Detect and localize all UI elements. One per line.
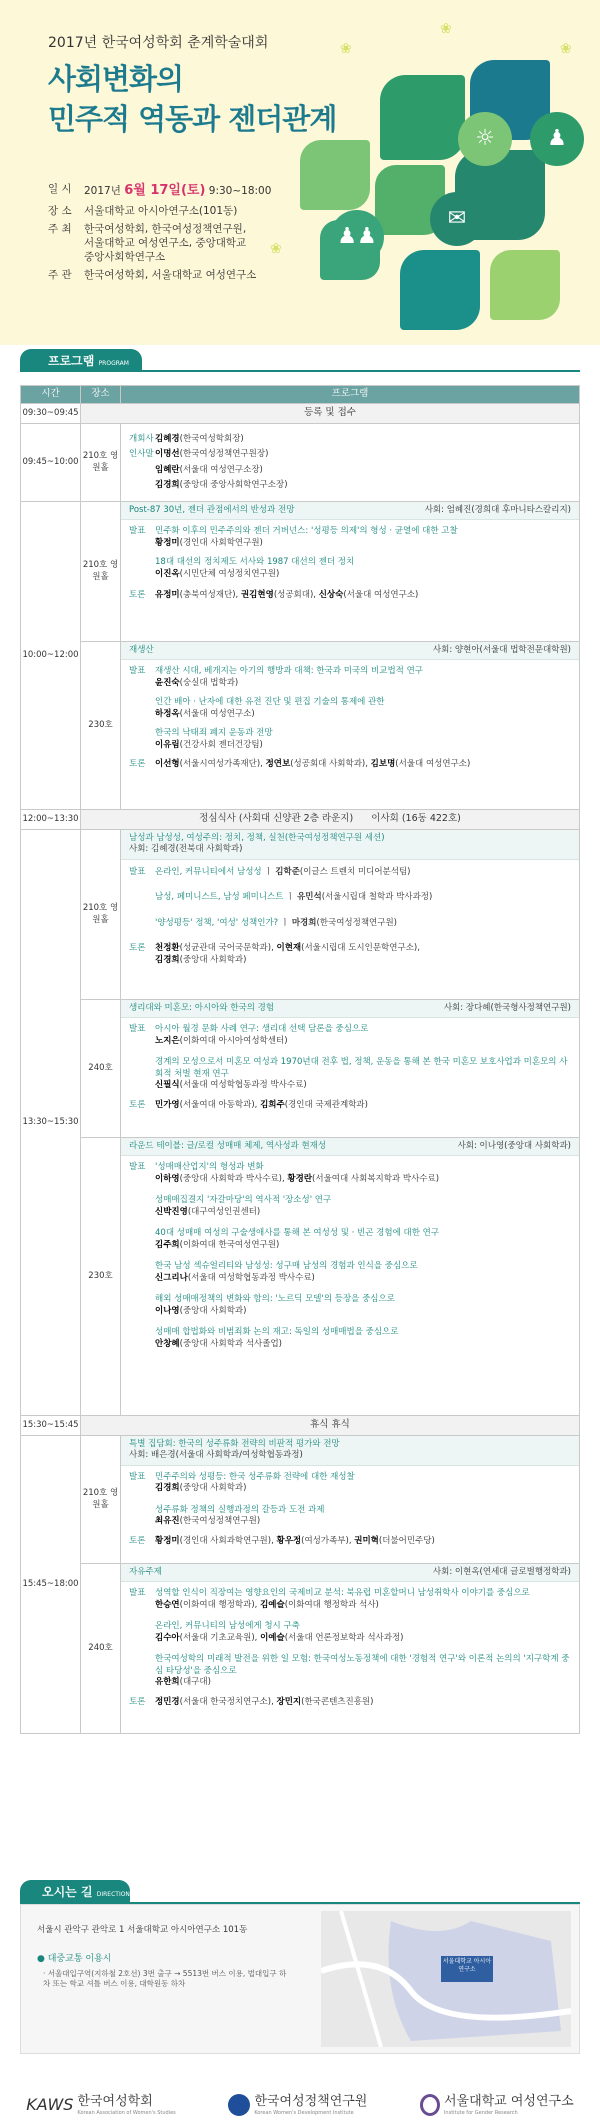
row-room: 230호 [81,642,121,810]
table-row [21,810,580,830]
table-row [21,1564,580,1734]
address-text: 서울시 관악구 관악로 1 서울대학교 아시아연구소 101동 [37,1925,248,1935]
list-item: 발표 '성매매산업지'의 형성과 변화 이하영(중앙대 사회학과 박사수료), 황경란(서울여대 사회복지학과 박사수료) [129,1162,440,1184]
row-text: 정심식사 (사회대 신양관 2층 라운지) 이사회 (16동 422호) [81,810,580,830]
col-program: 프로그램 [121,386,580,404]
table-row [21,1000,580,1138]
divider [20,370,580,372]
butterfly-icon: ❀ [270,241,282,257]
session-title: 특별 집담회: 한국의 성주류화 전략의 비판적 평가와 전망 사회: 배은경(서울대 사회학과/여성학협동과정) [121,1436,579,1466]
list-item: '양성평등' 정책, '여성' 성책인가? ㅣ 마경희(한국여성정책연구원) [155,917,398,928]
table-row [21,1416,580,1436]
list-item: 성매매집결지 '자갈마당'의 역사적 '장소성' 연구 신박진영(대구여성인권센터) [155,1195,332,1217]
list-item: 성주류화 정책의 실행과정의 갈등과 도전 과제 최유진(한국여성정책연구원) [155,1504,325,1527]
event-subtitle: 2017년 한국여성학회 춘계학술대회 [48,35,269,51]
butterfly-icon: ❀ [440,21,452,37]
chat-icon: ✉ [430,192,484,246]
list-item: 인간 배아 · 난자에 대한 유전 진단 및 편집 기술의 통제에 관한 하정옥(서울대 여성연구소) [155,697,385,719]
header-banner [0,0,600,345]
table-row [21,1436,580,1564]
kaws-logo-icon: KAWS [26,2095,74,2115]
transit-title: ● 대중교통 이용시 [37,1954,112,1964]
session-title: 자유주제 사회: 이현옥(연세대 글로벌행정학과) [121,1564,579,1582]
row-time: 10:00~12:00 [21,502,81,810]
list-item: 40대 성매매 여성의 구술생애사를 통해 본 여성성 및 · 빈곤 경험에 대한 연구 김주희(이화여대 한국여성연구원) [155,1228,440,1250]
list-item: 토론 이선형(서울시여성가족재단), 정연보(성공회대 사회학과), 김보명(서울대 여성연구소) [129,759,471,770]
info-value: 한국여성학회, 서울대학교 여성연구소 [84,269,257,282]
info-venue [48,204,271,218]
col-room: 장소 [81,386,121,404]
row-room: 240호 [81,1564,121,1734]
campus-map[interactable] [321,1911,571,2047]
list-item: 한국의 낙태죄 폐지 운동과 전망 이유림(건강사회 젠더건강팀) [155,728,273,750]
list-item: 토론 민가영(서울여대 아동학과), 김희주(경인대 국제관계학과) [129,1099,368,1110]
decor-shape [400,250,480,330]
row-time: 09:30~09:45 [21,404,81,424]
list-item: 한국 남성 섹슈얼리티와 남성성: 성구매 남성의 경험과 인식을 중심으로 신그리나(서울대 여성학협동과정 박사수료) [155,1261,418,1283]
butterfly-icon: ❀ [340,41,352,57]
session-title: Post-87 30년, 젠더 관점에서의 반성과 전망 사회: 엄혜진(경희대 후마니타스칼리지) [121,502,579,520]
map-marker-label: 서울대학교 아시아연구소 [442,1958,492,1974]
table-row [21,830,580,1000]
list-item: 토론 유정미(충북여성재단), 권김현영(성공회대), 신상숙(서울대 여성연구소) [129,590,419,601]
table-row [21,404,580,424]
map-panel [20,1904,580,2054]
list-item: 온라인, 커뮤니티의 남성에게 청시 구축 김수아(서울대 기초교육원), 이예슬(서울대 언론정보학과 석사과정) [155,1621,404,1643]
list-item: 토론 황정미(경인대 사회과학연구원), 황우정(여성가족부), 권미혁(더불어민주당) [129,1535,435,1546]
row-time: 12:00~13:30 [21,810,81,830]
list-item: 성매매 합법화와 비범죄화 논의 재고: 독일의 성매매법을 중심으로 안창혜(중앙대 사회학과 석사졸업) [155,1327,399,1349]
info-key: 일 시 [48,183,72,195]
list-item: 해외 성매매정책의 변화와 함의: '노르딕 모델'의 등장을 중심으로 이나영(중앙대 사회학과) [155,1294,395,1316]
decor-shape [300,140,370,210]
row-room: 210호 영원홀 [81,830,121,1000]
info-value: 한국여성학회, 한국여성정책연구원, 서울대학교 여성연구소, 중앙대학교 중앙사회학연구소 [84,222,247,264]
people-icon: ♟♟ [330,210,384,264]
session-title: 라운드 테이블: 글/로컬 성매매 체제, 역사성과 현재성 사회: 이나영(중앙대 사회학과) [121,1138,579,1156]
info-organizer [48,268,271,282]
table-row [21,1138,580,1416]
row-text: 등록 및 접수 [81,404,580,424]
list-item: 발표 아시아 월경 문화 사례 연구: 생리대 선택 담론을 중심으로 노지은(이화여대 아시아여성학센터) [129,1024,369,1046]
row-time: 13:30~15:30 [21,830,81,1416]
info-value: 서울대학교 아시아연구소(101동) [84,204,238,217]
list-item: 발표 온라인, 커뮤니티에서 남성성 ㅣ 김학준(이글스 트렌치 미디어분석팀) [129,866,411,877]
list-item: 발표 민주주의와 성평등: 한국 성주류화 전략에 대한 재성찰 김경희(중앙대 사회학과) [129,1471,355,1494]
session-title: 남성과 남성성, 여성주의: 정치, 정책, 실천(한국여성정책연구원 세션) 사회: 김혜경(전북대 사회학과) [121,830,579,860]
list-item: 경계의 모성으로서 미혼모 여성과 1970년대 전후 법, 정책, 운동을 통해 본 한국 미혼모 보호사업과 미혼모의 사회적 처벌 현재 연구 신필식(서울대 여성학협동과정 박사수료) [155,1057,568,1091]
logo-kwdi: 한국여성정책연구원 Korean Women's Development Institute [228,2093,367,2117]
info-key: 주 관 [48,269,72,282]
table-header [21,386,580,404]
info-host [48,222,248,265]
program-tab: 프로그램 PROGRAM [20,349,142,371]
list-item: 토론 천정환(성균관대 국어국문학과), 이현재(서울시립대 도시인문학연구소), 김경희(중앙대 사회학과) [129,943,420,965]
event-title-line1: 사회변화의 [48,62,184,96]
kwdi-logo-icon [228,2094,250,2116]
logo-kaws: KAWS 한국여성학회 Korean Association of Women's Studies [26,2093,176,2117]
event-title-line2: 민주적 역동과 젠더관계 [48,102,337,136]
event-date: 6월 17일(토) [124,183,206,198]
directions-tab: 오시는 길 DIRECTION [20,1880,130,1902]
list-item: 발표 민주화 이후의 민주주의와 젠더 거버넌스: '성평등 의제'의 형성 · 균열에 대한 고찰 황정미(경인대 사회학연구원) [129,526,458,548]
info-date [48,182,271,200]
butterfly-icon: ❀ [560,41,572,57]
row-time: 15:45~18:00 [21,1436,81,1734]
list-item: 남성, 페미니스트, 남성 페미니스트 ㅣ 유민석(서울시립대 철학과 박사과정) [155,892,433,903]
list-item: 임혜란(서울대 여성연구소장) [155,464,263,475]
table-row [21,424,580,502]
info-value: 2017년 [84,185,125,197]
row-time: 15:30~15:45 [21,1416,81,1436]
row-text: 휴식 휴식 [81,1416,580,1436]
info-key: 주 최 [48,222,72,235]
program-table [20,385,580,1734]
row-room: 210호 영원홀 [81,424,121,502]
list-item: 토론 정민경(서울대 한국정치연구소), 장민지(한국콘텐츠진흥원) [129,1696,374,1707]
program-heading [0,345,600,373]
footer-logos [0,2085,600,2125]
table-row [21,502,580,642]
row-room: 210호 영원홀 [81,1436,121,1564]
decor-shape [380,75,465,160]
list-item: 발표 성역할 인식이 직장여는 영향요인의 국제비교 분석: 북유럽 미혼할머니 남성취학사 이야기를 중심으로 한승연(이화여대 행정학과), 김예슬(이화여대 행정학과 석사) [129,1588,530,1610]
person-icon: ♟ [530,112,584,166]
snu-logo-icon [420,2094,440,2116]
table-row [21,642,580,810]
row-time: 09:45~10:00 [21,424,81,502]
directions-section [20,1880,580,2054]
decor-shape [490,250,560,320]
session-title: 재생산 사회: 양현아(서울대 법학전문대학원) [121,642,579,660]
info-key: 장 소 [48,204,72,217]
logo-snu: 서울대학교 여성연구소 Institute for Gender Research [420,2093,574,2117]
list-item: 한국여성학의 미래적 발전을 위한 일 모험: 한국여성노동정책에 대한 '경험적 연구'와 이론적 논의의 '지구학계 중심 타당성'을 중심으로 유한희(대구대) [155,1654,570,1688]
row-room: 240호 [81,1000,121,1138]
list-item: 김경희(중앙대 중앙사회학연구소장) [155,479,288,490]
lightbulb-icon: ☼ [458,112,512,166]
row-room: 210호 영원홀 [81,502,121,642]
list-item: 인사말 이명선(한국여성정책연구원장) [129,449,269,460]
list-item: 18대 대선의 정치제도 서사와 1987 대선의 젠더 정치 이진옥(시민단체 여성정치연구원) [155,557,355,579]
bus-icon: ● [37,1954,45,1964]
event-time: 9:30~18:00 [205,185,272,197]
list-item: 개회사 김혜경(한국여성학회장) [129,433,244,444]
col-time: 시간 [21,386,81,404]
event-info [48,182,271,286]
transit-text: · 서울대입구역(지하철 2호선) 3번 출구 → 5513번 버스 이용, 법대입구 하차 또는 학교 셔틀 버스 이용, 대학원동 하차 [43,1969,287,1989]
list-item: 발표 재생산 시대, 베개지는 아기의 행방과 대책: 한국과 미국의 비교법적 연구 윤진숙(숭실대 법학과) [129,666,424,688]
row-room: 230호 [81,1138,121,1416]
session-title: 생리대와 미혼모: 아시아와 한국의 경험 사회: 장다혜(한국형사정책연구원) [121,1000,579,1018]
